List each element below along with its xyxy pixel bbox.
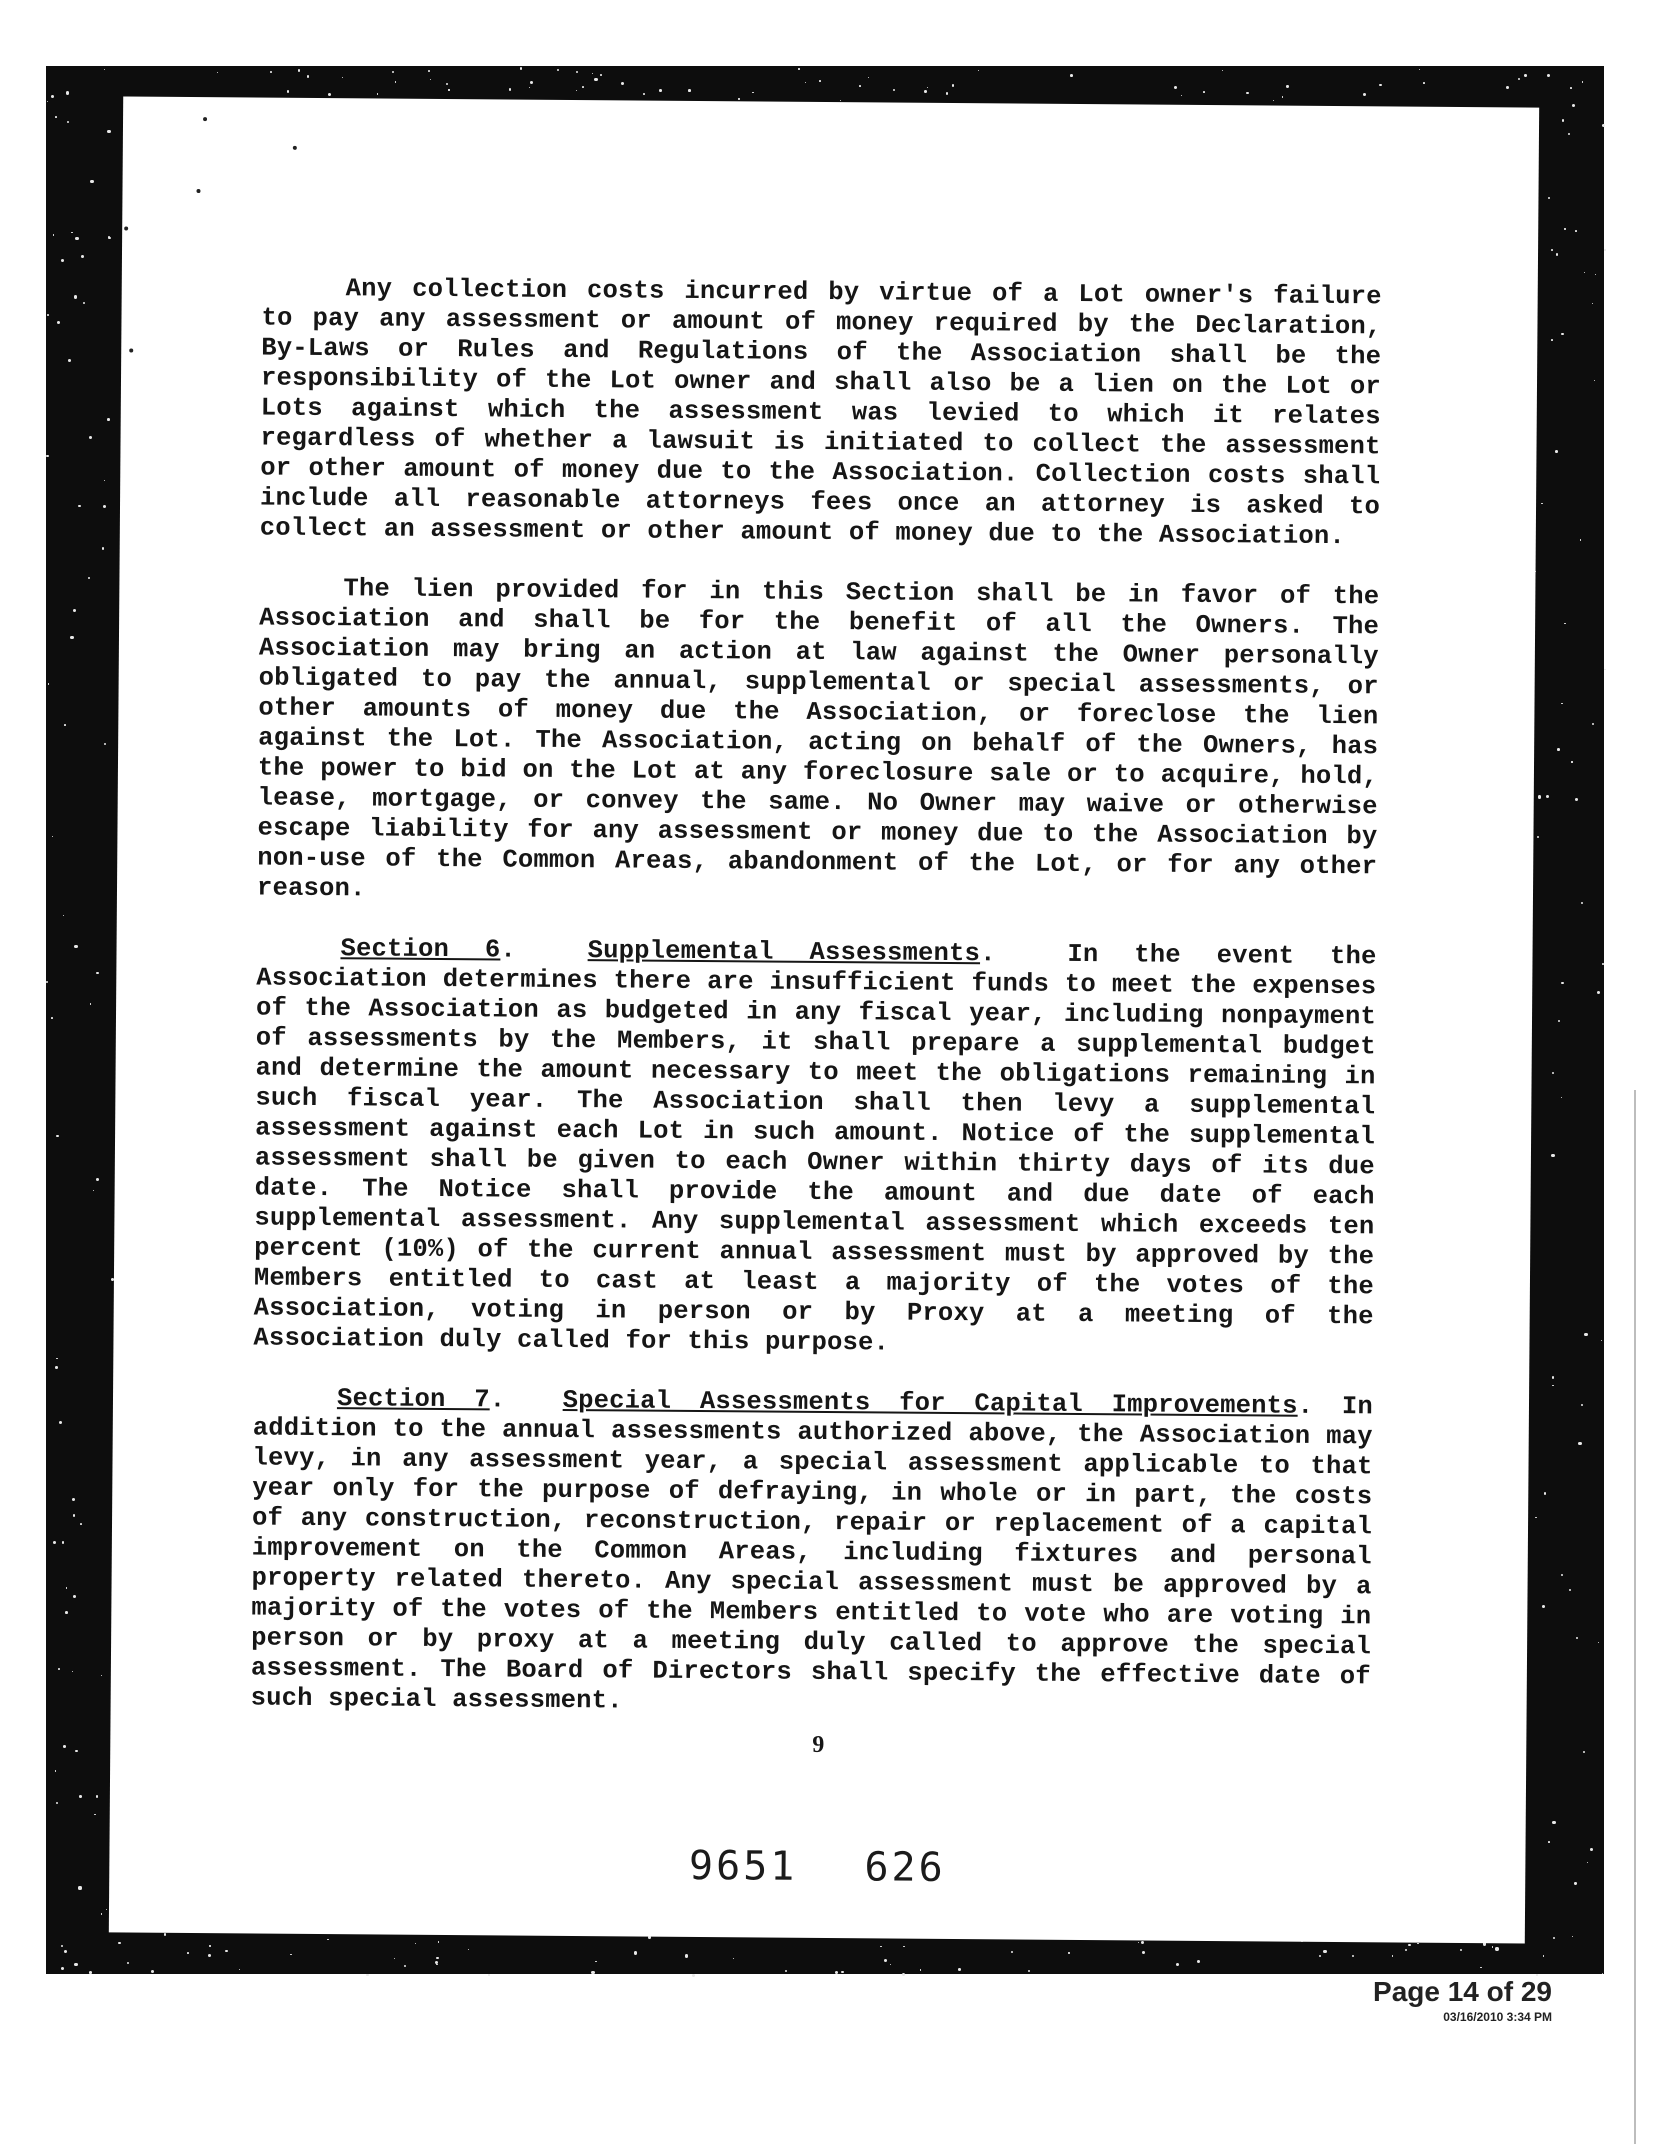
scan-noise	[1546, 795, 1549, 798]
scan-noise	[72, 1498, 75, 1501]
scan-noise	[90, 180, 93, 183]
scan-noise	[287, 90, 290, 93]
scan-noise	[902, 1973, 905, 1976]
scan-noise	[1594, 380, 1595, 381]
scan-noise	[840, 100, 841, 101]
scan-speck	[129, 349, 133, 353]
paragraph-text: The lien provided for in this Section shall be in favor of the Association and shall be for the benefit of all the Owners. The Association may bring an action at law against the Owner personally obligated to pay the annual, supplemental or special assessments, or other amounts of money due the Association, or foreclose the lien against the Lot. The Association, acting on behalf of the Owners, has the power to bid on the Lot at any foreclosure sale or to acquire, hold, lease, mortgage, or convey the same. No Owner may waive or otherwise escape liability for any assessment or money due to the Association by non-use of the Common Areas, abandonment of the Lot, or for any other reason.	[256, 574, 1380, 904]
scan-noise	[1174, 86, 1177, 89]
scan-noise	[75, 1750, 78, 1753]
scan-noise	[1555, 450, 1558, 453]
section-number: Section 6	[340, 934, 501, 965]
scan-noise	[835, 1971, 838, 1974]
scan-noise	[1581, 1404, 1583, 1406]
recording-stamp	[109, 1838, 1525, 1895]
scan-noise	[1551, 249, 1553, 251]
scan-noise	[576, 71, 578, 73]
scan-noise	[73, 609, 76, 612]
scan-noise	[88, 577, 90, 579]
scan-noise	[51, 1017, 53, 1019]
scan-noise	[1537, 836, 1539, 838]
scan-noise	[127, 1962, 129, 1964]
scan-noise	[307, 75, 309, 77]
scan-noise	[1564, 623, 1565, 624]
scan-noise	[101, 1913, 103, 1915]
scan-noise	[841, 1971, 844, 1974]
scan-noise	[56, 1358, 57, 1359]
scan-noise	[1604, 669, 1606, 671]
scan-noise	[1556, 253, 1559, 256]
scan-noise	[151, 1970, 154, 1973]
scan-noise	[634, 1951, 637, 1954]
scan-noise	[1028, 1970, 1030, 1972]
scan-noise	[94, 1814, 96, 1816]
scan-noise	[392, 71, 394, 73]
scan-noise	[61, 1967, 64, 1970]
scan-noise	[1419, 69, 1420, 70]
scan-noise	[404, 1965, 406, 1967]
scan-noise	[509, 88, 512, 91]
scan-noise	[692, 1974, 695, 1977]
page-edge-line	[1634, 1090, 1636, 2144]
scan-noise	[1564, 228, 1565, 229]
scan-noise	[1246, 92, 1249, 95]
scan-noise	[1535, 1517, 1537, 1519]
scan-noise	[805, 82, 806, 83]
scan-noise	[1576, 1637, 1578, 1639]
scan-noise	[103, 505, 106, 508]
scan-noise	[1602, 1973, 1603, 1974]
scan-noise	[1598, 1642, 1599, 1643]
scan-noise	[1597, 991, 1600, 994]
scan-noise	[1480, 1967, 1481, 1968]
scan-noise	[101, 1675, 102, 1676]
scan-noise	[1595, 274, 1597, 276]
scan-noise	[1197, 1960, 1200, 1963]
scan-noise	[102, 547, 104, 549]
scan-noise	[436, 1964, 437, 1965]
scan-noise	[1583, 1751, 1586, 1754]
scan-noise	[78, 1886, 81, 1889]
scan-noise	[659, 89, 662, 92]
scan-noise	[55, 1770, 57, 1772]
scan-noise	[47, 101, 48, 102]
scan-noise	[70, 636, 73, 639]
scan-noise	[118, 1942, 120, 1944]
scan-noise	[920, 1969, 922, 1971]
scan-noise	[591, 1971, 594, 1974]
scan-noise	[1587, 1862, 1588, 1863]
scan-noise	[958, 1968, 961, 1971]
scan-noise	[64, 724, 66, 726]
scan-noise	[738, 98, 739, 99]
scan-noise	[71, 232, 72, 233]
scan-noise	[104, 69, 105, 70]
scan-noise	[67, 121, 69, 123]
scan-noise	[415, 1943, 416, 1944]
scan-noise	[1548, 197, 1550, 199]
scan-noise	[643, 93, 645, 95]
scan-noise	[592, 73, 594, 75]
scan-noise	[903, 1946, 905, 1948]
scan-noise	[56, 1135, 58, 1137]
scan-noise	[1557, 748, 1560, 751]
scan-noise	[64, 1950, 67, 1953]
scan-noise	[55, 116, 57, 118]
scan-noise	[1070, 74, 1073, 77]
scan-noise	[1574, 1882, 1576, 1884]
scan-noise	[1602, 124, 1605, 127]
scan-noise	[1572, 1936, 1573, 1937]
section-title: Supplemental Assessments	[587, 936, 981, 969]
scan-noise	[884, 1959, 887, 1962]
scan-noise	[66, 91, 69, 94]
scan-noise	[868, 77, 869, 78]
scan-noise	[63, 1745, 66, 1748]
scan-noise	[752, 92, 753, 93]
paragraph-section-6: Section 6. Supplemental Assessments. In the event the Association determines there are insufficient funds to meet the expenses of the Association as budgeted in any fiscal year, including nonpayment of assessments by the Members, it shall prepare a supplemental budget and determine the amount necessary to meet the obligations remaining in such fiscal year. The Association shall then levy a supplemental assessment against each Lot in such amount. Notice of the supplemental assessment shall be given to each Owner within thirty days of its due date. The Notice shall provide the amount and due date of each supplemental assessment. Any supplemental assessment which exceeds ten percent (10%) of the current annual assessment must by approved by the Members entitled to cast at least a majority of the votes of the Association, voting in person or by Proxy at a meeting of the Association duly called for this purpose.	[253, 934, 1377, 1358]
scan-noise	[61, 259, 64, 262]
scan-noise	[1141, 1941, 1144, 1944]
footer-datetime: 03/16/2010 3:34 PM	[1443, 2010, 1552, 2024]
scan-noise	[819, 80, 821, 82]
scan-noise	[51, 95, 54, 98]
scan-noise	[68, 359, 71, 362]
scan-noise	[529, 87, 530, 88]
scan-noise	[55, 1366, 58, 1369]
scan-noise	[187, 1952, 189, 1954]
scan-noise	[1584, 1333, 1587, 1336]
scan-noise	[1562, 119, 1565, 122]
scan-noise	[1518, 78, 1520, 80]
scan-noise	[63, 915, 64, 916]
paragraph-collection-costs	[260, 274, 1382, 553]
scan-noise	[893, 89, 895, 91]
scan-noise	[1568, 133, 1570, 135]
scan-noise	[530, 81, 533, 84]
scan-noise	[1423, 82, 1425, 84]
scan-noise	[1602, 963, 1604, 965]
scan-noise	[75, 237, 78, 240]
scan-noise	[890, 1964, 891, 1965]
scan-noise	[1604, 249, 1607, 252]
scan-noise	[80, 1523, 82, 1525]
scan-noise	[164, 1933, 166, 1935]
scan-noise	[1581, 902, 1583, 904]
scan-noise	[1552, 1376, 1554, 1378]
scan-noise	[924, 90, 927, 93]
scan-noise	[1405, 1949, 1407, 1951]
scan-noise	[1561, 1097, 1562, 1098]
scan-noise	[208, 1954, 211, 1957]
scan-noise	[73, 1595, 76, 1598]
scan-noise	[1561, 703, 1563, 705]
scan-noise	[58, 1668, 60, 1670]
section-title: Special Assessments for Capital Improvements	[562, 1385, 1298, 1421]
document-body	[250, 274, 1382, 1753]
scan-noise	[78, 505, 81, 508]
scan-noise	[1551, 1154, 1554, 1157]
scan-noise	[595, 1961, 596, 1962]
scan-noise	[106, 1909, 107, 1910]
scan-noise	[47, 314, 49, 316]
scan-speck	[293, 146, 297, 150]
scan-noise	[1578, 1442, 1581, 1445]
scan-speck	[196, 189, 200, 193]
scan-noise	[1601, 1340, 1603, 1342]
scan-noise	[53, 234, 55, 236]
scan-noise	[1181, 95, 1182, 96]
scan-noise	[1572, 104, 1575, 107]
scan-noise	[428, 70, 430, 72]
scan-noise	[1561, 982, 1564, 985]
scan-noise	[1552, 1385, 1553, 1386]
scan-noise	[1542, 1605, 1545, 1608]
section-number: Section 7	[336, 1384, 490, 1415]
scan-noise	[73, 1514, 76, 1517]
scan-noise	[733, 1958, 734, 1959]
scan-noise	[83, 302, 85, 304]
scan-noise	[225, 1950, 228, 1953]
scan-noise	[290, 1954, 292, 1956]
scan-noise	[798, 68, 799, 69]
scan-noise	[1319, 1955, 1321, 1957]
scan-noise	[1363, 93, 1366, 96]
scan-noise	[1575, 230, 1577, 232]
scan-noise	[1273, 100, 1274, 101]
stamp-book: 9651	[688, 1842, 798, 1890]
scan-noise	[48, 683, 50, 685]
scan-noise	[927, 87, 928, 88]
scan-noise	[1551, 339, 1553, 341]
scan-noise	[217, 72, 218, 73]
scan-noise	[56, 1802, 58, 1804]
scan-noise	[53, 1541, 56, 1544]
scan-noise	[65, 1611, 68, 1614]
scan-noise	[488, 1974, 490, 1976]
scan-noise	[74, 1963, 77, 1966]
scan-noise	[1571, 761, 1572, 762]
paragraph-text: In the event the Association determines there are insufficient funds to meet the expenses of the Association as budgeted in any fiscal year, including nonpayment of assessments by the Members, it shall prepare a supplemental budget and determine the amount necessary to meet the obligations remaining in such fiscal year. The Association shall then levy a supplemental assessment against each Lot in such amount. Notice of the supplemental assessment shall be given to each Owner within thirty days of its due date. The Notice shall provide the amount and due date of each supplemental assessment. Any supplemental assessment which exceeds ten percent (10%) of the current annual assessment must by approved by the Members entitled to cast at least a majority of the votes of the Association, voting in person or by Proxy at a meeting of the Association duly called for this purpose.	[253, 939, 1377, 1358]
scan-noise	[600, 74, 602, 76]
scan-noise	[557, 69, 559, 71]
scan-noise	[62, 1541, 65, 1544]
scan-noise	[327, 1939, 329, 1941]
scan-noise	[52, 836, 53, 837]
scan-noise	[859, 85, 861, 87]
scan-noise	[1222, 70, 1223, 71]
scan-noise	[978, 70, 979, 71]
scan-noise	[1590, 1848, 1593, 1851]
scan-noise	[395, 81, 396, 82]
scan-noise	[582, 86, 584, 88]
scan-noise	[1286, 85, 1288, 87]
scan-noise	[74, 295, 77, 298]
scan-noise	[1592, 303, 1593, 304]
scan-noise	[785, 1970, 787, 1972]
scan-noise	[1203, 91, 1205, 93]
scan-noise	[1558, 1020, 1560, 1022]
scan-noise	[377, 93, 378, 94]
scan-noise	[394, 1958, 395, 1959]
scan-noise	[1570, 87, 1572, 89]
scan-noise	[61, 1945, 63, 1947]
scan-noise	[448, 89, 449, 90]
scan-noise	[1495, 1947, 1498, 1950]
scan-noise	[688, 89, 691, 92]
scan-noise	[96, 1795, 99, 1798]
paragraph-text: Any collection costs incurred by virtue of a Lot owner's failure to pay any assessment or amount of money required by the Declaration, By-Laws or Rules and Regulations of the Association shall be the responsibility of the Lot owner and shall also be a lien on the Lot or Lots against which the assessment was levied to which it relates regardless of whether a lawsuit is initiated to collect the assessment or other amount of money due to the Association. Collection costs shall include all reasonable attorneys fees once an attorney is asked to collect an assessment or other amount of money due to the Association.	[259, 274, 1382, 552]
scan-noise	[685, 1954, 688, 1957]
scan-noise	[576, 90, 577, 91]
scan-noise	[1552, 1072, 1554, 1074]
scan-noise	[520, 67, 523, 70]
scan-noise	[1547, 74, 1550, 77]
paragraph-section-7: Section 7. Special Assessments for Capital Improvements. In addition to the annual assessments authorized above, the Association may levy, in any assessment year, a special assessment applicable to that year only for the purpose of defraying, in whole or in part, the costs of any construction, reconstruction, repair or replacement of a capital improvement on the Common Areas, including fixtures and personal property related thereto. Any special assessment must be approved by a majority of the votes of the Members entitled to vote who are voting in person or by proxy at a meeting duly called to approve the special assessment. The Board of Directors shall specify the effective date of such special assessment.	[250, 1384, 1374, 1716]
scan-noise	[328, 93, 331, 96]
scan-noise	[66, 1587, 68, 1589]
scan-noise	[93, 1190, 94, 1191]
scan-noise	[72, 1671, 73, 1672]
scan-noise	[89, 1971, 92, 1974]
scan-noise	[1323, 1950, 1326, 1953]
scan-noise	[468, 1949, 469, 1950]
footer-page-label: Page 14 of 29	[1373, 1976, 1552, 2007]
scan-noise	[209, 1945, 210, 1946]
scan-noise	[1584, 272, 1585, 273]
scan-noise	[1592, 723, 1594, 725]
scan-noise	[1575, 798, 1578, 801]
page-number: 9	[812, 1731, 825, 1759]
scan-noise	[81, 255, 84, 258]
scan-noise	[1417, 1943, 1419, 1945]
scan-noise	[1561, 333, 1564, 336]
scan-noise	[1492, 1946, 1493, 1947]
scan-noise	[1379, 84, 1381, 86]
scan-noise	[1352, 1955, 1354, 1957]
scan-speck	[124, 226, 128, 230]
scan-noise	[1552, 1821, 1555, 1824]
scan-noise	[96, 972, 98, 974]
scan-noise	[104, 743, 107, 746]
scan-noise	[298, 69, 300, 71]
scan-noise	[1582, 81, 1584, 83]
scan-noise	[1068, 1952, 1069, 1953]
scan-noise	[239, 1969, 240, 1970]
scan-noise	[46, 981, 48, 983]
scan-noise	[1524, 74, 1527, 77]
scan-noise	[594, 78, 597, 81]
paragraph-text: In addition to the annual assessments authorized above, the Association may levy, in any assessment year, a special assessment applicable to that year only for the purpose of defraying, in whole or in part, the costs of any construction, reconstruction, repair or replacement of a capital improvement on the Common Areas, including fixtures and personal property related thereto. Any special assessment must be approved by a majority of the votes of the Members entitled to vote who are voting in person or by proxy at a meeting duly called to approve the special assessment. The Board of Directors shall specify the effective date of such special assessment.	[250, 1392, 1374, 1716]
scan-noise	[46, 455, 49, 458]
scan-noise	[107, 418, 110, 421]
scan-noise	[104, 480, 105, 481]
scan-noise	[90, 1003, 91, 1004]
scan-noise	[621, 82, 624, 85]
scan-noise	[74, 945, 77, 948]
scan-noise	[438, 1941, 440, 1943]
scan-noise	[1408, 1944, 1411, 1947]
paragraph-lien	[257, 574, 1380, 913]
scan-noise	[1544, 1492, 1547, 1495]
scan-noise	[270, 71, 272, 73]
scan-noise	[1506, 86, 1509, 89]
scan-noise	[57, 321, 60, 324]
scan-noise	[1176, 1963, 1179, 1966]
scan-noise	[1538, 795, 1541, 798]
scan-noise	[1580, 539, 1582, 541]
scan-noise	[1282, 96, 1284, 98]
scan-noise	[59, 1421, 62, 1424]
scan-noise	[1553, 1937, 1555, 1939]
scan-noise	[1569, 1589, 1571, 1591]
scan-noise	[342, 77, 343, 78]
scan-noise	[89, 436, 92, 439]
scan-noise	[1548, 1841, 1550, 1843]
scan-noise	[1543, 1955, 1544, 1956]
scan-noise	[1138, 1942, 1139, 1943]
scan-noise	[1011, 1951, 1013, 1953]
scan-noise	[436, 1957, 438, 1959]
scan-noise	[1460, 1949, 1462, 1951]
scan-noise	[107, 130, 110, 133]
document-page	[109, 96, 1539, 1943]
scan-noise	[1142, 1951, 1145, 1954]
scan-noise	[880, 1946, 881, 1947]
scan-noise	[108, 237, 111, 240]
scan-noise	[96, 1178, 99, 1181]
scan-noise	[1392, 1955, 1393, 1956]
scan-noise	[1541, 503, 1542, 504]
stamp-page: 626	[864, 1844, 946, 1891]
scan-noise	[79, 1795, 82, 1798]
scan-speck	[203, 117, 207, 121]
scan-noise	[946, 92, 949, 95]
scan-noise	[430, 79, 432, 81]
scan-noise	[952, 84, 954, 86]
scan-noise	[1561, 1574, 1564, 1577]
scan-noise	[366, 1974, 369, 1977]
scan-noise	[446, 83, 448, 85]
